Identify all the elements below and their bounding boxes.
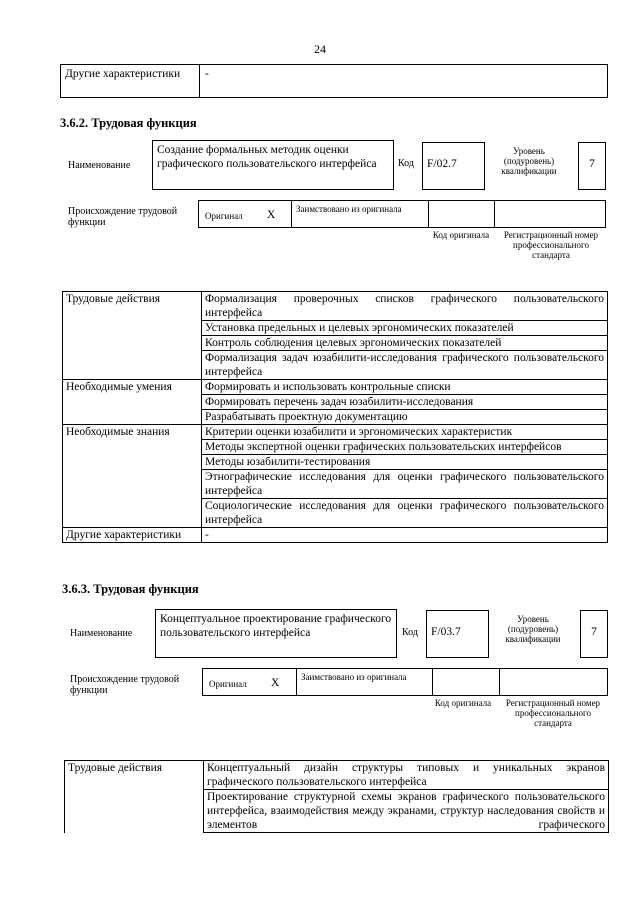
list-item: Критерии оценки юзабилити и эргономических характеристик <box>202 425 608 440</box>
list-item: Формализация задач юзабилити-исследования графического пользовательского интерфейса <box>202 351 608 380</box>
code-label: Код <box>402 627 418 638</box>
origin-label: Происхождение трудовой функции <box>70 674 180 696</box>
list-item: Контроль соблюдения целевых эргономических показателей <box>202 336 608 351</box>
original-label: Оригинал <box>209 679 247 689</box>
section-heading: 3.6.3. Трудовая функция <box>62 582 199 596</box>
name-label: Наименование <box>70 628 133 639</box>
top-other-label: Другие характеристики <box>65 68 181 80</box>
table-row <box>65 761 609 790</box>
table-row <box>63 380 608 395</box>
registration-number-caption: Регистрационный номер профессионального стандарта <box>503 230 599 260</box>
list-item: Проектирование структурной схемы экранов графического пользовательского интерфейса, взаимодействия между экранами, структур наследования свойств и элементов графического <box>204 790 609 833</box>
original-label: Оригинал <box>205 211 243 221</box>
top-other-characteristics-row <box>60 64 608 98</box>
code-value-box: F/03.7 <box>426 610 489 658</box>
cell-divider <box>199 65 200 97</box>
code-label: Код <box>398 158 414 169</box>
code-original-caption: Код оригинала <box>434 698 492 708</box>
code-original-caption: Код оригинала <box>432 230 490 240</box>
name-label: Наименование <box>68 160 131 171</box>
table-row <box>63 528 608 543</box>
level-value-box: 7 <box>580 610 608 658</box>
cell-divider <box>499 669 500 695</box>
group-label: Необходимые знания <box>63 425 202 528</box>
page-number: 24 <box>314 42 326 56</box>
list-item: - <box>202 528 608 543</box>
borrowed-label: Заимствовано из оригинала <box>301 672 407 682</box>
list-item: Методы экспертной оценки графических пользовательских интерфейсов <box>202 440 608 455</box>
group-label: Трудовые действия <box>65 761 204 833</box>
list-item: Установка предельных и целевых эргономических показателей <box>202 321 608 336</box>
table-row <box>63 292 608 321</box>
level-label: Уровень (подуровень) квалификации <box>505 614 561 644</box>
borrowed-label: Заимствовано из оригинала <box>296 204 402 214</box>
code-value-box: F/02.7 <box>422 142 485 190</box>
cell-divider <box>291 201 292 227</box>
list-item: Концептуальный дизайн структуры типовых и уникальных экранов графического пользовательского интерфейса <box>204 761 609 790</box>
origin-row <box>202 668 608 696</box>
group-label: Другие характеристики <box>63 528 202 543</box>
top-other-value: - <box>205 68 209 80</box>
list-item: Формировать и использовать контрольные списки <box>202 380 608 395</box>
level-value-box: 7 <box>578 142 606 190</box>
list-item: Социологические исследования для оценки графического пользовательского интерфейса <box>202 499 608 528</box>
group-label: Необходимые умения <box>63 380 202 425</box>
cell-divider <box>494 201 495 227</box>
table-row <box>63 425 608 440</box>
cell-divider <box>432 669 433 695</box>
list-item: Формировать перечень задач юзабилити-исследования <box>202 395 608 410</box>
section-heading: 3.6.2. Трудовая функция <box>60 116 197 130</box>
original-mark: X <box>267 209 276 221</box>
origin-label: Происхождение трудовой функции <box>68 206 178 228</box>
origin-row <box>198 200 606 228</box>
function-details-table <box>62 291 608 543</box>
level-label: Уровень (подуровень) квалификации <box>501 146 557 176</box>
list-item: Этнографические исследования для оценки графического пользовательского интерфейса <box>202 470 608 499</box>
cell-divider <box>296 669 297 695</box>
registration-number-caption: Регистрационный номер профессионального стандарта <box>505 698 601 728</box>
list-item: Методы юзабилити-тестирования <box>202 455 608 470</box>
original-mark: X <box>271 677 280 689</box>
function-name-box: Концептуальное проектирование графического пользовательского интерфейса <box>155 609 397 658</box>
group-label: Трудовые действия <box>63 292 202 380</box>
function-name-box: Создание формальных методик оценки графического пользовательского интерфейса <box>152 140 394 190</box>
cell-divider <box>428 201 429 227</box>
list-item: Разрабатывать проектную документацию <box>202 410 608 425</box>
list-item: Формализация проверочных списков графического пользовательского интерфейса <box>202 292 608 321</box>
function-details-table <box>64 760 609 833</box>
